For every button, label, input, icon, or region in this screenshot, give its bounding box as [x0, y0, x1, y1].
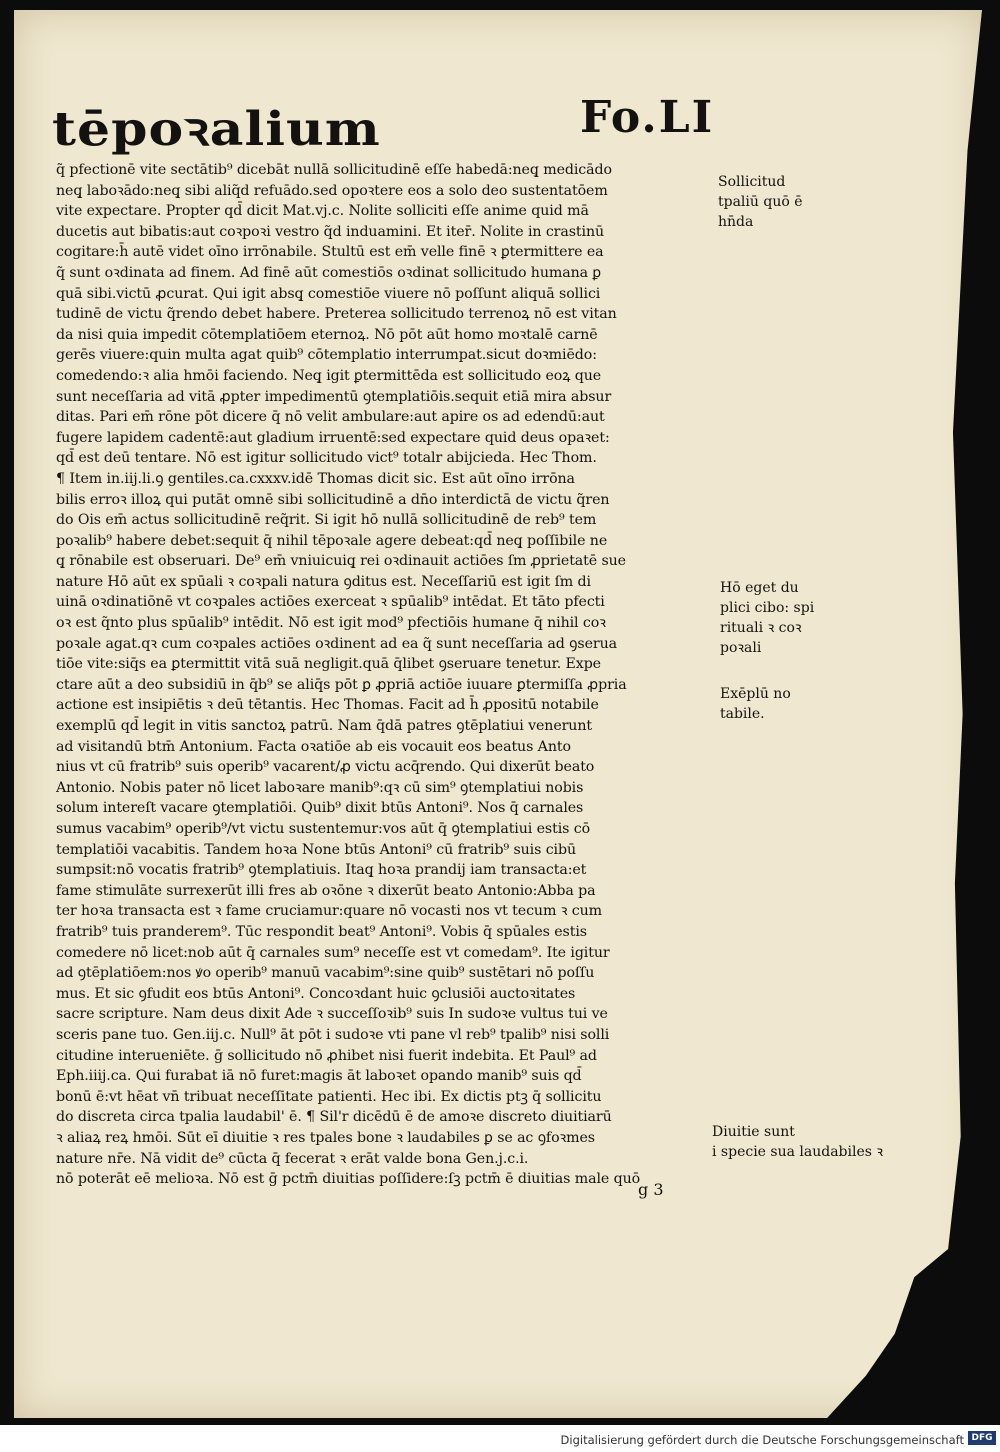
margin-note-line: hn̄da [718, 214, 754, 230]
text-line: bonū ē:vt hēat vn̄ tribuat neceſſitate patienti. Hec ibi. Ex dictis ptꝫ q̄ sollicitu [56, 1088, 602, 1105]
text-line: ditas. Pari em̄ rōne pōt dicere q̄ nō velit ambulare:aut apire os ad edendū:aut [56, 409, 605, 426]
text-line: solum intereſt vacare ꝯtemplatiōi. Quib⁹ dixit btūs Antoni⁹. Nos q̄ carnales [56, 800, 584, 817]
text-line: vite expectare. Propter qd̄ dicit Mat.vj.c. Nolite solliciti eſſe anime quid mā [56, 203, 589, 220]
text-line: uinā oꝛdinatiōnē vt coꝛpales actiōes exerceat ꝛ spūalib⁹ intēdat. Et tāto pfecti [56, 594, 605, 611]
text-line: ad ꝯtēplatiōem:nos ꝟo operib⁹ manuū vacabim⁹:sine quib⁹ sustētari nō poſſu [56, 965, 595, 982]
main-text-block [56, 160, 716, 1190]
signature-mark: g 3 [638, 1180, 664, 1199]
text-line: ad visitandū btm̄ Antonium. Facta oꝛatiōe ab eis vocauit eos beatus Anto [56, 738, 571, 755]
text-line: sumpsit:nō vocatis fratrib⁹ ꝯtemplatiuis. Itaq̧ hoꝛa prandij iam transacta:et [56, 862, 587, 879]
text-line: ꝛ aliaꝝ reꝝ hmōi. Sūt eī diuitie ꝛ res tpales bone ꝛ laudabiles ꝑ se ac ꝯfoꝛmes [56, 1129, 595, 1146]
text-line: comedere nō licet:nob aūt q̄ carnales sum⁹ neceſſe est vt comedam⁹. Ite igitur [56, 944, 610, 961]
text-line: q̧ rōnabile est obseruari. De⁹ em̄ vniuicuiq̧ rei oꝛdinauit actiōes ſm ꝓprietatē sue [56, 553, 626, 570]
margin-note-line: i specie sua laudabiles ꝛ [712, 1144, 884, 1160]
margin-note-line: tpaliū quō ē [718, 194, 803, 210]
text-line: nature nr̄e. Nā vidit de⁹ cūcta q̄ fecerat ꝛ erāt valde bona Gen.j.c.i. [56, 1150, 529, 1167]
footer-bar [0, 1425, 1000, 1452]
text-line: cogitare:h̄ autē videt oīno irrōnabile. Stultū est em̄ velle finē ꝛ ꝑtermittere ea [56, 244, 604, 261]
text-line: templatiōi vacabitis. Tandem hoꝛa None btūs Antoni⁹ cū fratrib⁹ suis cibū [56, 841, 577, 858]
text-line: do Ois em̄ actus sollicitudinē req̃rit. Si igit hō nullā sollicitudinē de reb⁹ tem [56, 512, 597, 529]
text-line: nius vt cū fratrib⁹ suis operib⁹ vacarent/ꝓ victu acq̄rendo. Qui dixerūt beato [56, 759, 595, 776]
text-line: nō poterāt eē melioꝛa. Nō est ḡ pctm̄ diuitias poſſidere:ſꝫ pctm̄ ē diuitias male quō [56, 1171, 641, 1188]
margin-note-exemplum [720, 684, 791, 724]
text-line: bilis erroꝛ illoꝝ qui putāt omnē sibi sollicitudinē a dn̄o interdictā de victu q̃ren [56, 491, 610, 508]
text-line: tiōe vite:siq̄s ea ꝑtermittit vitā suā negligit.quā q̄libet ꝯseruare tenetur. Expe [56, 656, 601, 673]
margin-note-line: rituali ꝛ coꝛ [720, 620, 802, 636]
margin-note-line: Diuitie sunt [712, 1124, 795, 1140]
text-line: sacre scripture. Nam deus dixit Ade ꝛ succeſſoꝛib⁹ suis In sudoꝛe vultus tui ve [56, 1006, 608, 1023]
dfg-logo-icon: DFG [968, 1431, 996, 1445]
text-line: citudine interueniēte. ḡ sollicitudo nō ꝓhibet nisi fuerit indebita. Et Paul⁹ ad [56, 1047, 597, 1064]
text-line: gerēs viuere:quin multa agat quib⁹ cōtemplatio interrumpat.sicut doꝛmiēdo: [56, 347, 597, 364]
text-line: tudinē de victu q̃rendo debet habere. Preterea sollicitudo terrenoꝝ nō est vitan [56, 306, 617, 323]
text-line: mus. Et sic ꝯfudit eos btūs Antoni⁹. Concoꝛdant huic ꝯclusiōi auctoꝛitates [56, 985, 576, 1002]
text-line: poꝛalib⁹ habere debet:sequit q̄ nihil tēpoꝛale agere debeat:qd̄ neq̧ poſſibile ne [56, 532, 608, 549]
margin-note-line: Exēplū no [720, 686, 791, 702]
margin-note-line: poꝛali [720, 640, 762, 656]
text-line: q̃ pfectionē vite sectātib⁹ dicebāt nullā sollicitudinē eſſe habedā:neq̧ medicādo [56, 162, 612, 178]
text-line: ducetis aut bibatis:aut coꝛpoꝛi vestro q̃d induamini. Et iter̄. Nolite in crastinū [56, 223, 605, 240]
text-line: ter hoꝛa transacta est ꝛ fame cruciamur:quare nō vocasti nos vt tecum ꝛ cum [56, 903, 603, 920]
text-line: neq̧ laboꝛādo:neq̧ sibi aliq̃d refuādo.sed opoꝛtere eos a solo deo sustentatōem [56, 182, 608, 199]
margin-note-line: Sollicitud [718, 174, 786, 190]
text-line: qd̄ est deū tentare. Nō est igitur sollicitudo vict⁹ totalr abijcieda. Hec Thom. [56, 450, 597, 467]
text-line: ctare aūt a deo subsidiū in q̄b⁹ se aliq̄s pōt ꝑ ꝓpriā actiōe iuuare ꝑtermiſſa ꝓpria [56, 676, 627, 693]
text-line: comedendo:ꝛ alia hmōi faciendo. Neq̧ igit ꝑtermittēda est sollicitudo eoꝝ que [56, 367, 602, 384]
margin-note-diuitie [712, 1122, 883, 1162]
text-line: oꝛ est q̃nto plus spūalib⁹ intēdit. Nō est igit mod⁹ pfectiōis humane q̄ nihil coꝛ [56, 615, 606, 632]
text-line: sunt neceſſaria ad vitā ꝓpter impedimentū ꝯtemplatiōis.sequit etiā mira absur [56, 388, 612, 405]
margin-note-line: plici cibo: spi [720, 600, 815, 616]
text-line: ¶ Item in.iij.li.ꝯ gentiles.ca.cxxxv.idē Thomas dicit sic. Est aūt oīno irrōna [56, 470, 575, 487]
text-line: poꝛale agat.qꝛ cum coꝛpales actiōes oꝛdinent ad ea q̃ sunt neceſſaria ad ꝯserua [56, 635, 617, 652]
text-line: fame stimulāte surrexerūt illi fres ab oꝛōne ꝛ dixerūt beato Antonio:Abba pa [56, 882, 596, 899]
text-line: da nisi quia impedit cōtemplatiōem eternoꝝ. Nō pōt aūt homo moꝛtalē carnē [56, 326, 598, 343]
margin-note-line: tabile. [720, 706, 765, 722]
text-line: fugere lapidem cadentē:aut gladium irruentē:sed expectare quid deus opaꝛet: [56, 429, 610, 446]
margin-note-duplici-cibo [720, 578, 814, 658]
text-line: do discreta circa tpalia laudabil' ē. ¶ Sil'r dicēdū ē de amoꝛe discreto diuitiarū [56, 1109, 612, 1126]
footer-credit: Digitalisierung gefördert durch die Deutsche Forschungsgemeinschaft [560, 1433, 964, 1447]
text-line: nature Hō aūt ex spūali ꝛ coꝛpali natura ꝯditus est. Neceſſariū est igit ſm di [56, 573, 591, 590]
text-line: sumus vacabim⁹ operib⁹/vt victu sustentemur:vos aūt q̄ ꝯtemplatiui estis cō [56, 821, 591, 837]
text-line: quā sibi.victū ꝓcurat. Qui igit absq̧ comestiōe viuere nō poſſunt aliquā sollici [56, 285, 601, 302]
text-line: actione est insipiētis ꝛ deū tētantis. Hec Thomas. Facit ad h̄ ꝓpositū notabile [56, 697, 599, 714]
text-line: exemplū qd̄ legit in vitis sanctoꝝ patrū. Nam q̄dā patres ꝯtēplatiui venerunt [56, 718, 592, 735]
margin-note-line: Hō eget du [720, 580, 799, 596]
margin-note-sollicitudo [718, 172, 803, 232]
running-head: tēpoꝛalium [52, 101, 381, 157]
text-line: fratrib⁹ tuis pranderem⁹. Tūc respondit beat⁹ Antoni⁹. Vobis q̄ spūales estis [56, 923, 587, 940]
text-line: Eph.iiij.ca. Qui furabat iā nō furet:magis āt laboꝛet opando manib⁹ suis qd̄ [56, 1068, 582, 1085]
text-line: q̃ sunt oꝛdinata ad finem. Ad finē aūt comestiōs oꝛdinat sollicitudo humana ꝑ [56, 264, 602, 281]
text-line: sceris pane tuo. Gen.iij.c. Null⁹ āt pōt i sudoꝛe vti pane vl reb⁹ tpalib⁹ nisi solli [56, 1026, 610, 1043]
text-line: Antonio. Nobis pater nō licet laboꝛare manib⁹:qꝛ cū sim⁹ ꝯtemplatiui nobis [56, 779, 584, 796]
folio-number: Fo.LI [580, 92, 715, 143]
